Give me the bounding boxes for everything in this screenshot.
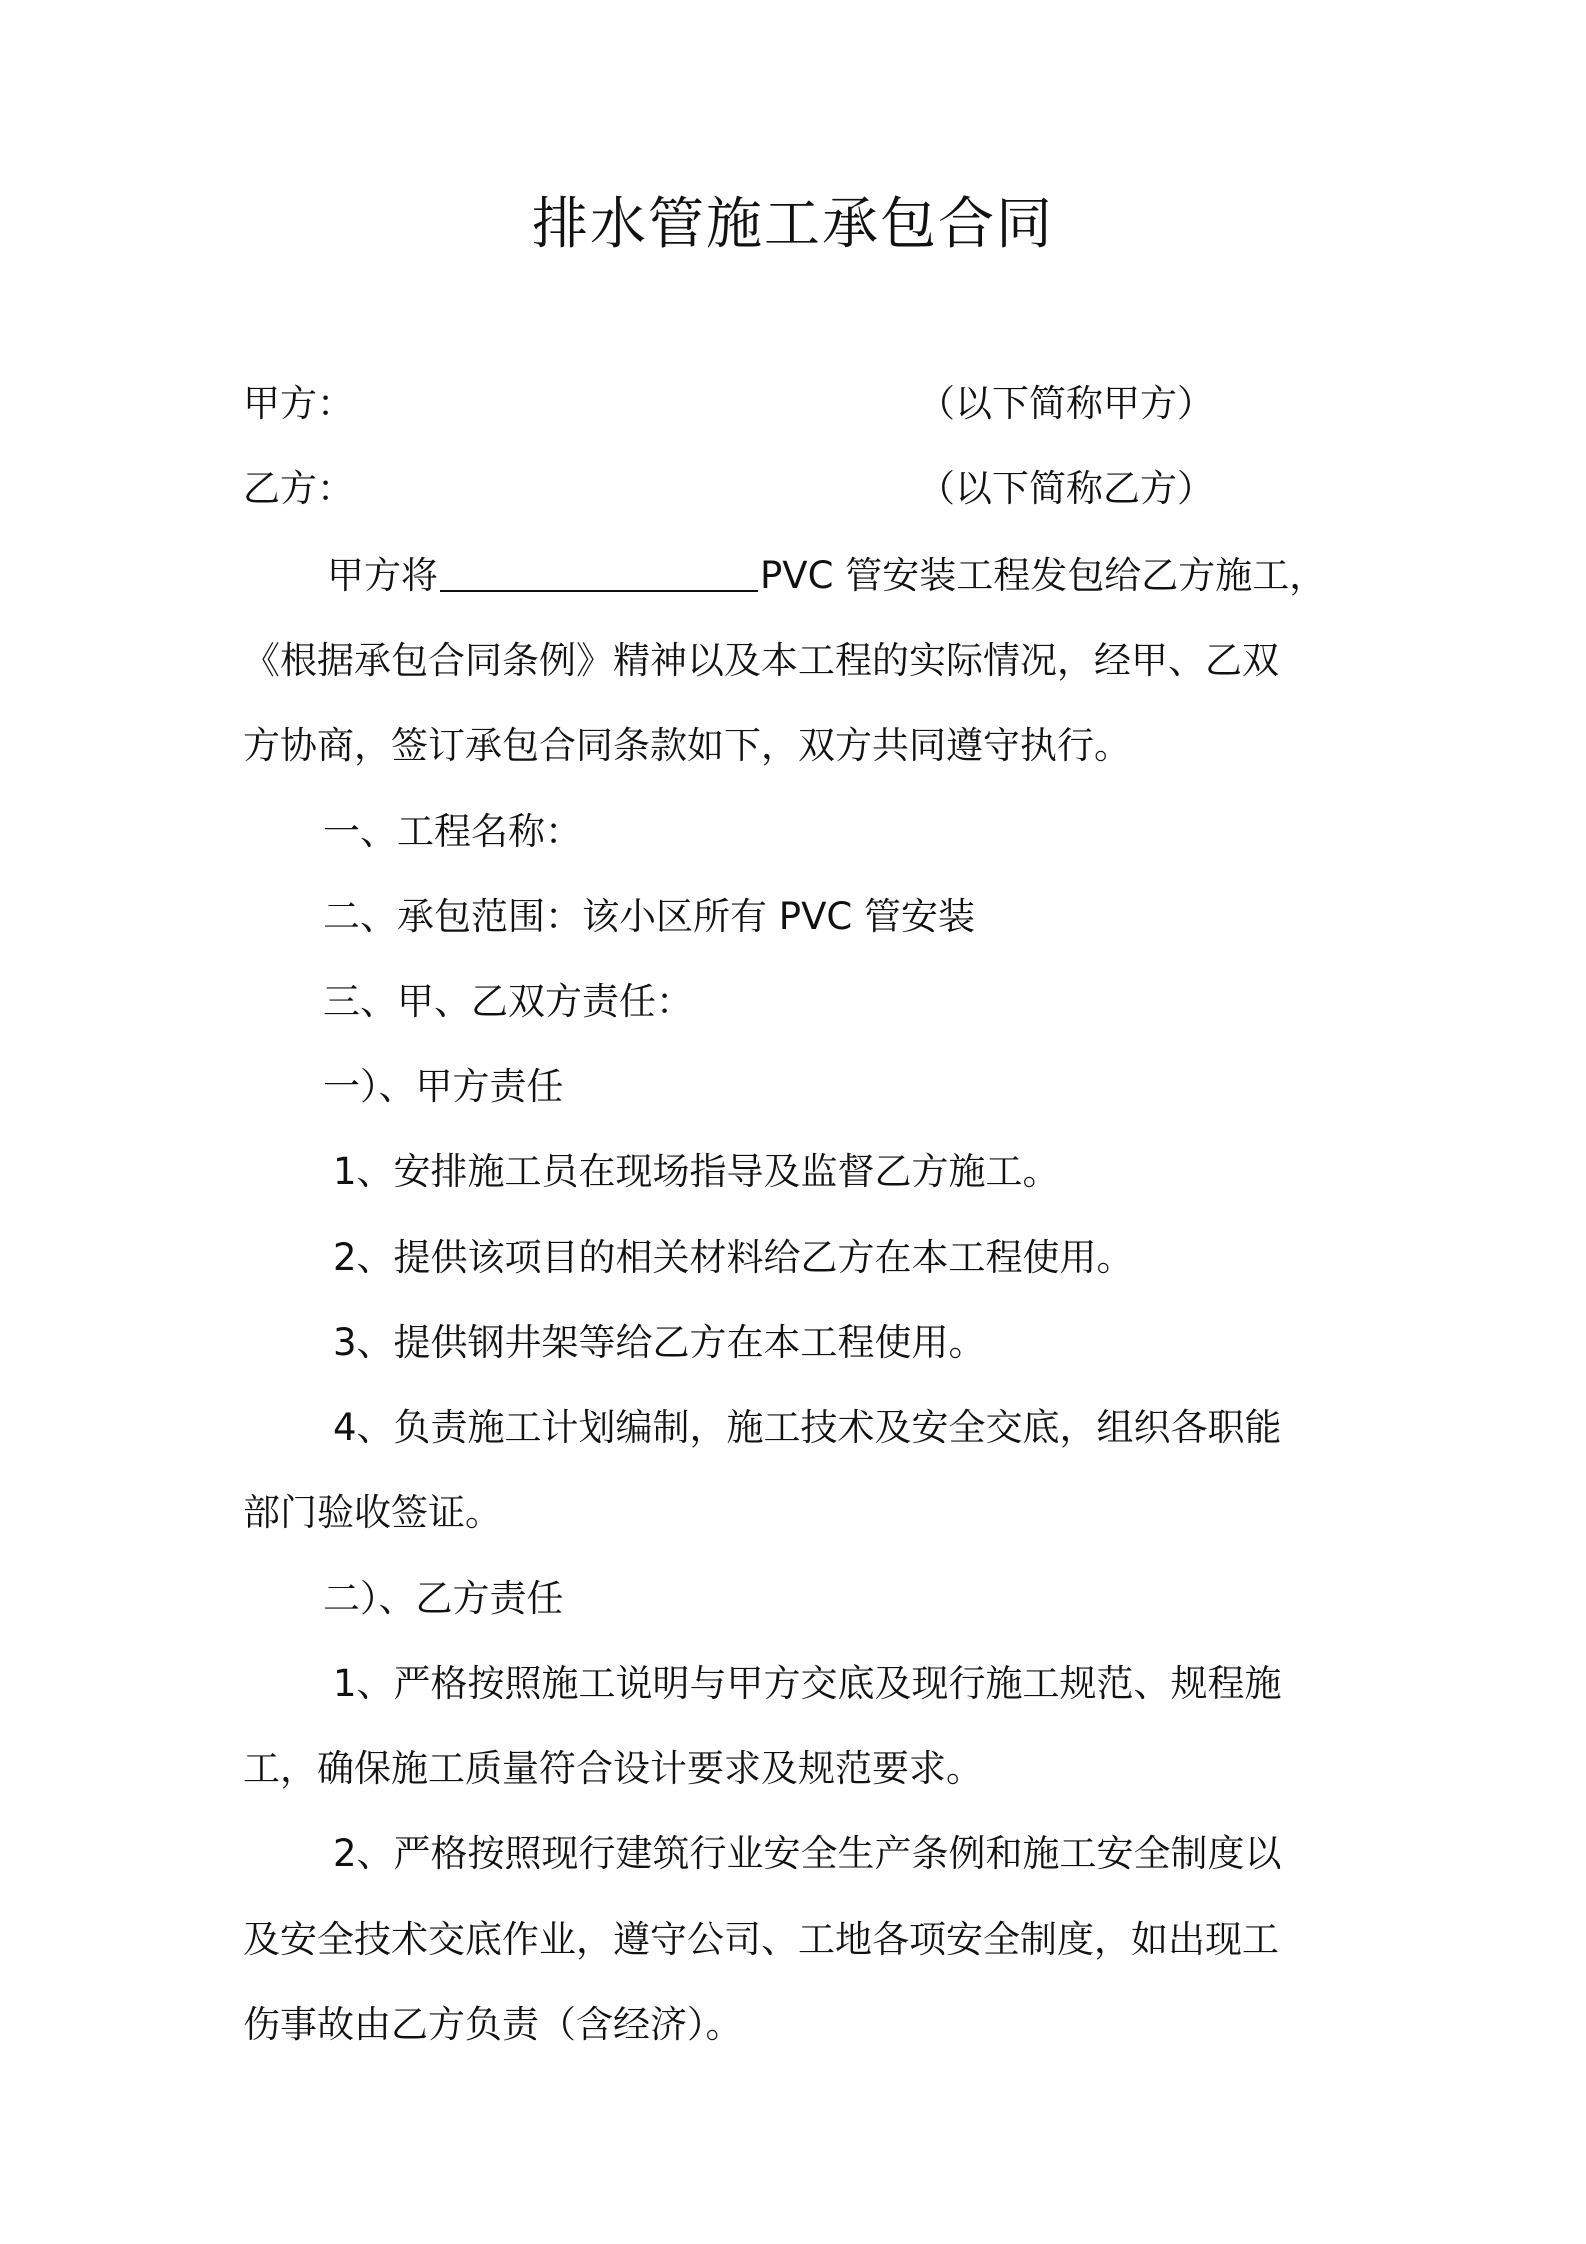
section-responsibilities: 三、甲、乙双方责任：	[323, 980, 693, 1023]
party-b-item-2-line-1: 2、严格按照现行建筑行业安全生产条例和施工安全制度以	[333, 1832, 1282, 1875]
party-b-item-1-line-1: 1、严格按照施工说明与甲方交底及现行施工规范、规程施	[333, 1662, 1282, 1705]
party-b-item-1-line-2: 工，确保施工质量符合设计要求及规范要求。	[243, 1747, 983, 1790]
intro-suffix: PVC 管安装工程发包给乙方施工，	[760, 554, 1327, 597]
party-a-item-4-line-2: 部门验收签证。	[243, 1491, 502, 1534]
subsection-party-b: 二）、乙方责任	[323, 1577, 564, 1620]
party-a-item-2: 2、提供该项目的相关材料给乙方在本工程使用。	[333, 1236, 1134, 1279]
document-title: 排水管施工承包合同	[532, 192, 1054, 257]
intro-prefix: 甲方将	[327, 554, 438, 597]
party-a-item-4-line-1: 4、负责施工计划编制，施工技术及安全交底，组织各职能	[333, 1406, 1282, 1449]
party-b-note: （以下简称乙方）	[918, 467, 1214, 510]
party-a-note: （以下简称甲方）	[918, 382, 1214, 425]
intro-line-2: 《根据承包合同条例》精神以及本工程的实际情况，经甲、乙双	[243, 639, 1279, 682]
section-project-name: 一、工程名称：	[323, 810, 582, 853]
section-scope: 二、承包范围：该小区所有 PVC 管安装	[323, 895, 975, 938]
party-b-label: 乙方：	[243, 467, 354, 510]
intro-line-1	[327, 552, 1326, 600]
intro-line-3: 方协商，签订承包合同条款如下，双方共同遵守执行。	[243, 724, 1131, 767]
party-a-item-1: 1、安排施工员在现场指导及监督乙方施工。	[333, 1150, 1060, 1193]
party-b-item-2-line-2: 及安全技术交底作业，遵守公司、工地各项安全制度，如出现工	[243, 1918, 1279, 1961]
project-blank	[440, 552, 758, 592]
subsection-party-a: 一）、甲方责任	[323, 1065, 564, 1108]
party-a-item-3: 3、提供钢井架等给乙方在本工程使用。	[333, 1321, 986, 1364]
party-b-item-2-line-3: 伤事故由乙方负责（含经济）。	[243, 2003, 743, 2046]
party-a-label: 甲方：	[243, 382, 354, 425]
